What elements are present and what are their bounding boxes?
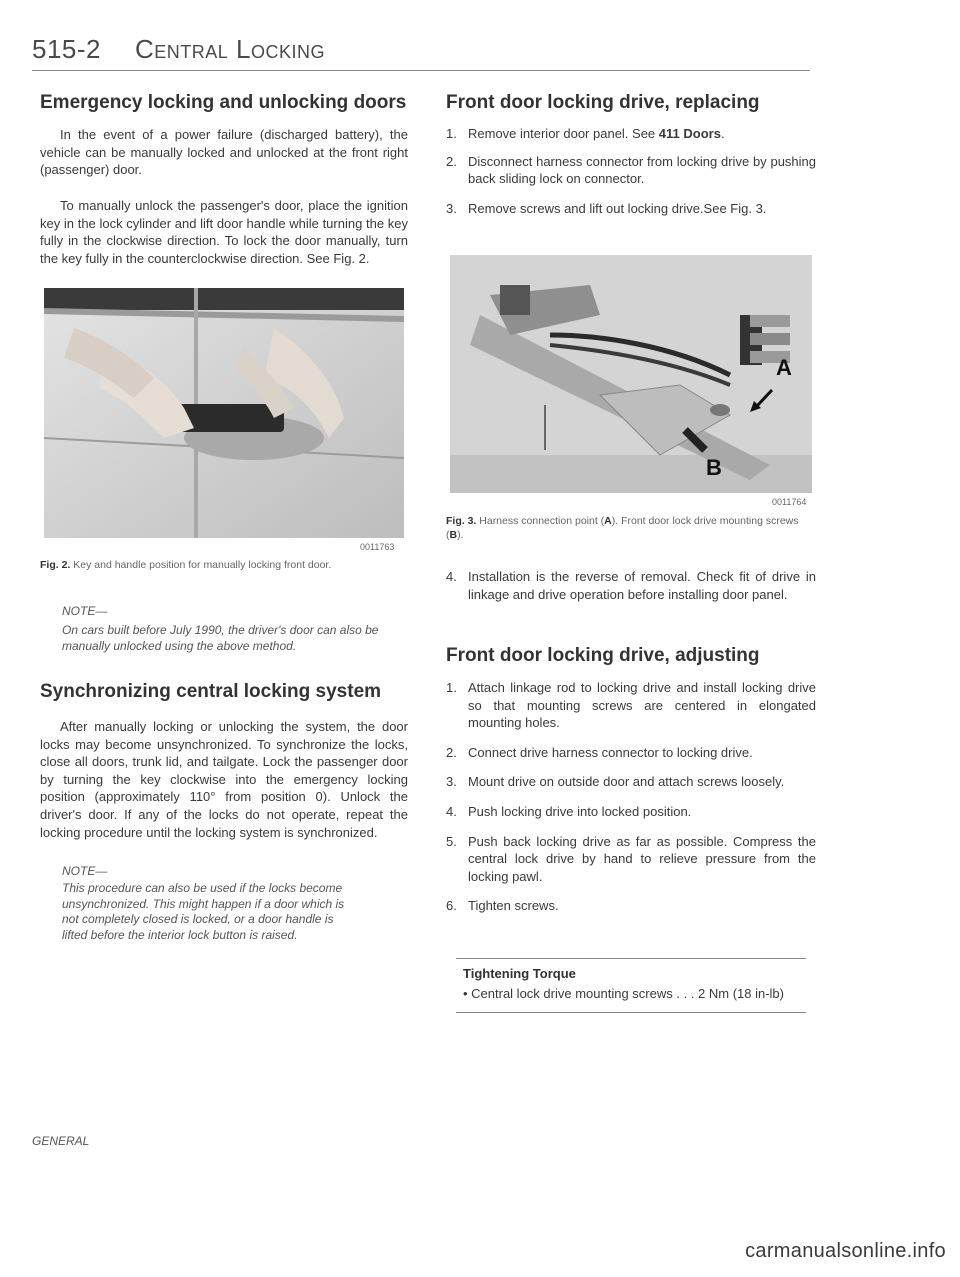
adjusting-step-4: 4. Push locking drive into locked position. xyxy=(446,803,692,819)
replacing-step-2: 2. Disconnect harness connector from locking drive by pushing back sliding lock on connector. xyxy=(446,153,816,187)
header-rule xyxy=(32,70,810,71)
sync-heading: Synchronizing central locking system xyxy=(40,681,382,702)
emergency-paragraph-2: To manually unlock the passenger's door, place the ignition key in the lock cylinder and lift door handle while turning the key fully in the clockwise direction. To lock the door manually, turn the key fully in the counterclockwise direction. See Fig. 2. xyxy=(40,198,408,266)
watermark: carmanualsonline.info xyxy=(745,1240,946,1262)
emergency-paragraph-1: In the event of a power failure (discharged battery), the vehicle can be manually locked and unlocked at the front right (passenger) door. xyxy=(40,127,408,178)
torque-rule-top xyxy=(456,958,806,959)
adjusting-step-5: 5. Push back locking drive as far as possible. Compress the central lock drive by hand to relieve pressure from the locking pawl. xyxy=(446,833,816,884)
fig3-callout-a: A xyxy=(776,355,792,380)
torque-title: Tightening Torque xyxy=(463,966,576,981)
fig2-label: Fig. 2. xyxy=(40,559,71,571)
fig3-label: Fig. 3. xyxy=(446,515,477,527)
torque-rule-bottom xyxy=(456,1012,806,1013)
note1-label: NOTE— xyxy=(62,604,108,618)
key-handle-illustration xyxy=(44,288,404,538)
fig3-photo xyxy=(450,255,812,493)
fig2-photo xyxy=(44,288,404,538)
adjusting-steps xyxy=(446,679,816,915)
sync-paragraph: After manually locking or unlocking the system, the door locks may become unsynchronized. To synchronize the locks, close all doors, trunk lid, and tailgate. Lock the passenger door by turning the key clockwise into the emergency locking position (approximately 110° from position 0). Unlock the driver's door. If any of the locks do not operate, repeat the locking procedure until the locking system is synchronized. xyxy=(40,719,408,840)
adjusting-step-3: 3. Mount drive on outside door and attach screws loosely. xyxy=(446,774,785,790)
replacing-step-4-list xyxy=(446,568,816,603)
fig2-caption xyxy=(40,558,408,572)
fig3-caption: Fig. 3. Harness connection point (A). Front door lock drive mounting screws (B). xyxy=(446,515,799,541)
replacing-steps xyxy=(446,125,816,217)
adjusting-step-2: 2. Connect drive harness connector to locking drive. xyxy=(446,744,753,760)
note2-label: NOTE— xyxy=(62,864,108,878)
replacing-step-4: 4. Installation is the reverse of removal. Check fit of drive in linkage and drive operation before installing door panel. xyxy=(446,569,816,602)
fig2-text: Key and handle position for manually locking front door. xyxy=(73,559,332,571)
adjusting-heading: Front door locking drive, adjusting xyxy=(446,645,760,666)
doors-reference: 411 Doors xyxy=(658,126,721,141)
section-title: Central Locking xyxy=(135,34,325,64)
page-number: 515-2 xyxy=(32,34,101,64)
fig2-code: 0011763 xyxy=(360,542,395,552)
note2-text: This procedure can also be used if the locks become unsynchronized. This might happen if a door which is not completely closed is locked, or a door handle is lifted before the interior lock button is raised. xyxy=(62,881,345,942)
replacing-step-3: 3. Remove screws and lift out locking drive.See Fig. 3. xyxy=(446,200,767,216)
fig3-callout-b: B xyxy=(706,455,722,480)
note1-text: On cars built before July 1990, the driver's door can also be manually unlocked using the above method. xyxy=(62,623,379,653)
footer-section: GENERAL xyxy=(32,1134,90,1148)
locking-drive-illustration xyxy=(450,255,812,493)
fig3-code: 0011764 xyxy=(772,497,807,507)
adjusting-step-6: 6. Tighten screws. xyxy=(446,898,559,914)
replacing-step-1: 1. Remove interior door panel. See 411 Doors. xyxy=(446,126,725,141)
adjusting-step-1: 1. Attach linkage rod to locking drive and install locking drive so that mounting screws are centered in elongated mounting holes. xyxy=(446,680,816,731)
replacing-heading: Front door locking drive, replacing xyxy=(446,92,760,113)
torque-item: • Central lock drive mounting screws . . . 2 Nm (18 in-lb) xyxy=(463,986,784,1001)
emergency-heading: Emergency locking and unlocking doors xyxy=(40,92,407,113)
